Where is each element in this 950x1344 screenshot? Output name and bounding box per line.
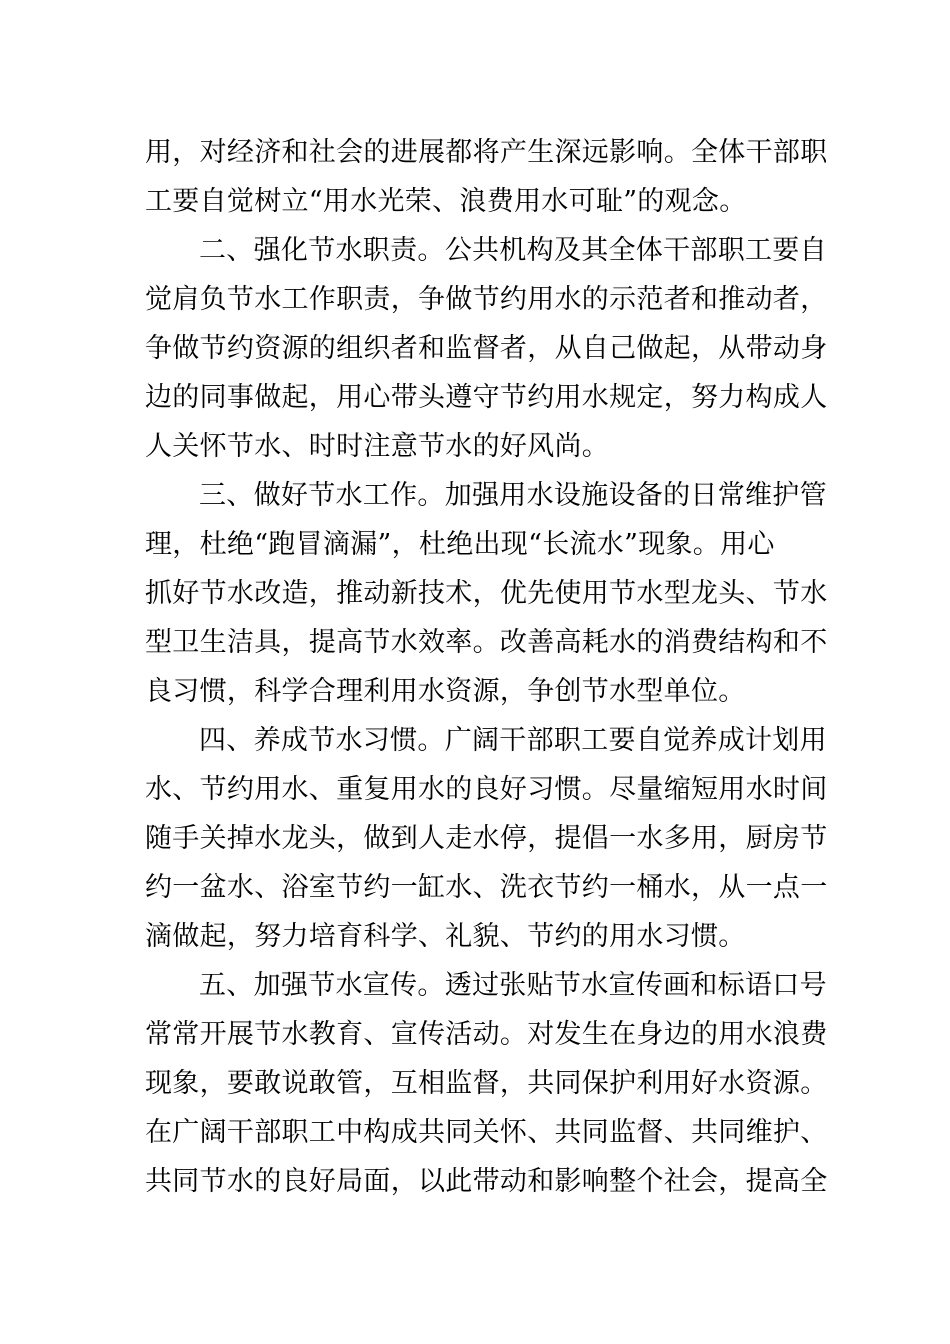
- text-line: 水、节约用水、重复用水的良好习惯。尽量缩短用水时间: [145, 774, 828, 805]
- paragraph-intro-continuation: [145, 128, 828, 226]
- text-line: 二、强化节水职责。公共机构及其全体干部职工要自: [199, 235, 827, 266]
- text-line: 型卫生洁具，提高节水效率。改善高耗水的消费结构和不: [145, 627, 828, 658]
- text-line: 四、养成节水习惯。广阔干部职工要自觉养成计划用: [199, 725, 827, 756]
- text-line: 用，对经济和社会的进展都将产生深远影响。全体干部职: [145, 137, 828, 168]
- text-line: 约一盆水、浴室节约一缸水、洗衣节约一桶水，从一点一: [145, 872, 828, 903]
- text-line: 理，杜绝“跑冒滴漏”，杜绝出现“长流水”现象。用心: [145, 529, 775, 560]
- text-line: 在广阔干部职工中构成共同关怀、共同监督、共同维护、: [145, 1117, 828, 1148]
- document-body: [145, 128, 828, 1206]
- paragraph-section-5: [145, 961, 828, 1206]
- paragraph-section-3: [145, 471, 828, 716]
- text-line: 五、加强节水宣传。透过张贴节水宣传画和标语口号: [199, 970, 827, 1001]
- text-line: 随手关掉水龙头，做到人走水停，提倡一水多用，厨房节: [145, 823, 828, 854]
- text-line: 现象，要敢说敢管，互相监督，共同保护利用好水资源。: [145, 1068, 828, 1099]
- paragraph-section-2: [145, 226, 828, 471]
- text-line: 人关怀节水、时时注意节水的好风尚。: [145, 431, 610, 462]
- text-line: 觉肩负节水工作职责，争做节约用水的示范者和推动者，: [145, 284, 828, 315]
- text-line: 边的同事做起，用心带头遵守节约用水规定，努力构成人: [145, 382, 828, 413]
- text-line: 共同节水的良好局面，以此带动和影响整个社会，提高全: [145, 1166, 828, 1197]
- paragraph-section-4: [145, 716, 828, 961]
- text-line: 良习惯，科学合理利用水资源，争创节水型单位。: [145, 676, 746, 707]
- text-line: 滴做起，努力培育科学、礼貌、节约的用水习惯。: [145, 921, 746, 952]
- text-line: 常常开展节水教育、宣传活动。对发生在身边的用水浪费: [145, 1019, 828, 1050]
- text-line: 争做节约资源的组织者和监督者，从自己做起，从带动身: [145, 333, 828, 364]
- text-line: 工要自觉树立“用水光荣、浪费用水可耻”的观念。: [145, 186, 747, 217]
- text-line: 抓好节水改造，推动新技术，优先使用节水型龙头、节水: [145, 578, 828, 609]
- text-line: 三、做好节水工作。加强用水设施设备的日常维护管: [199, 480, 827, 511]
